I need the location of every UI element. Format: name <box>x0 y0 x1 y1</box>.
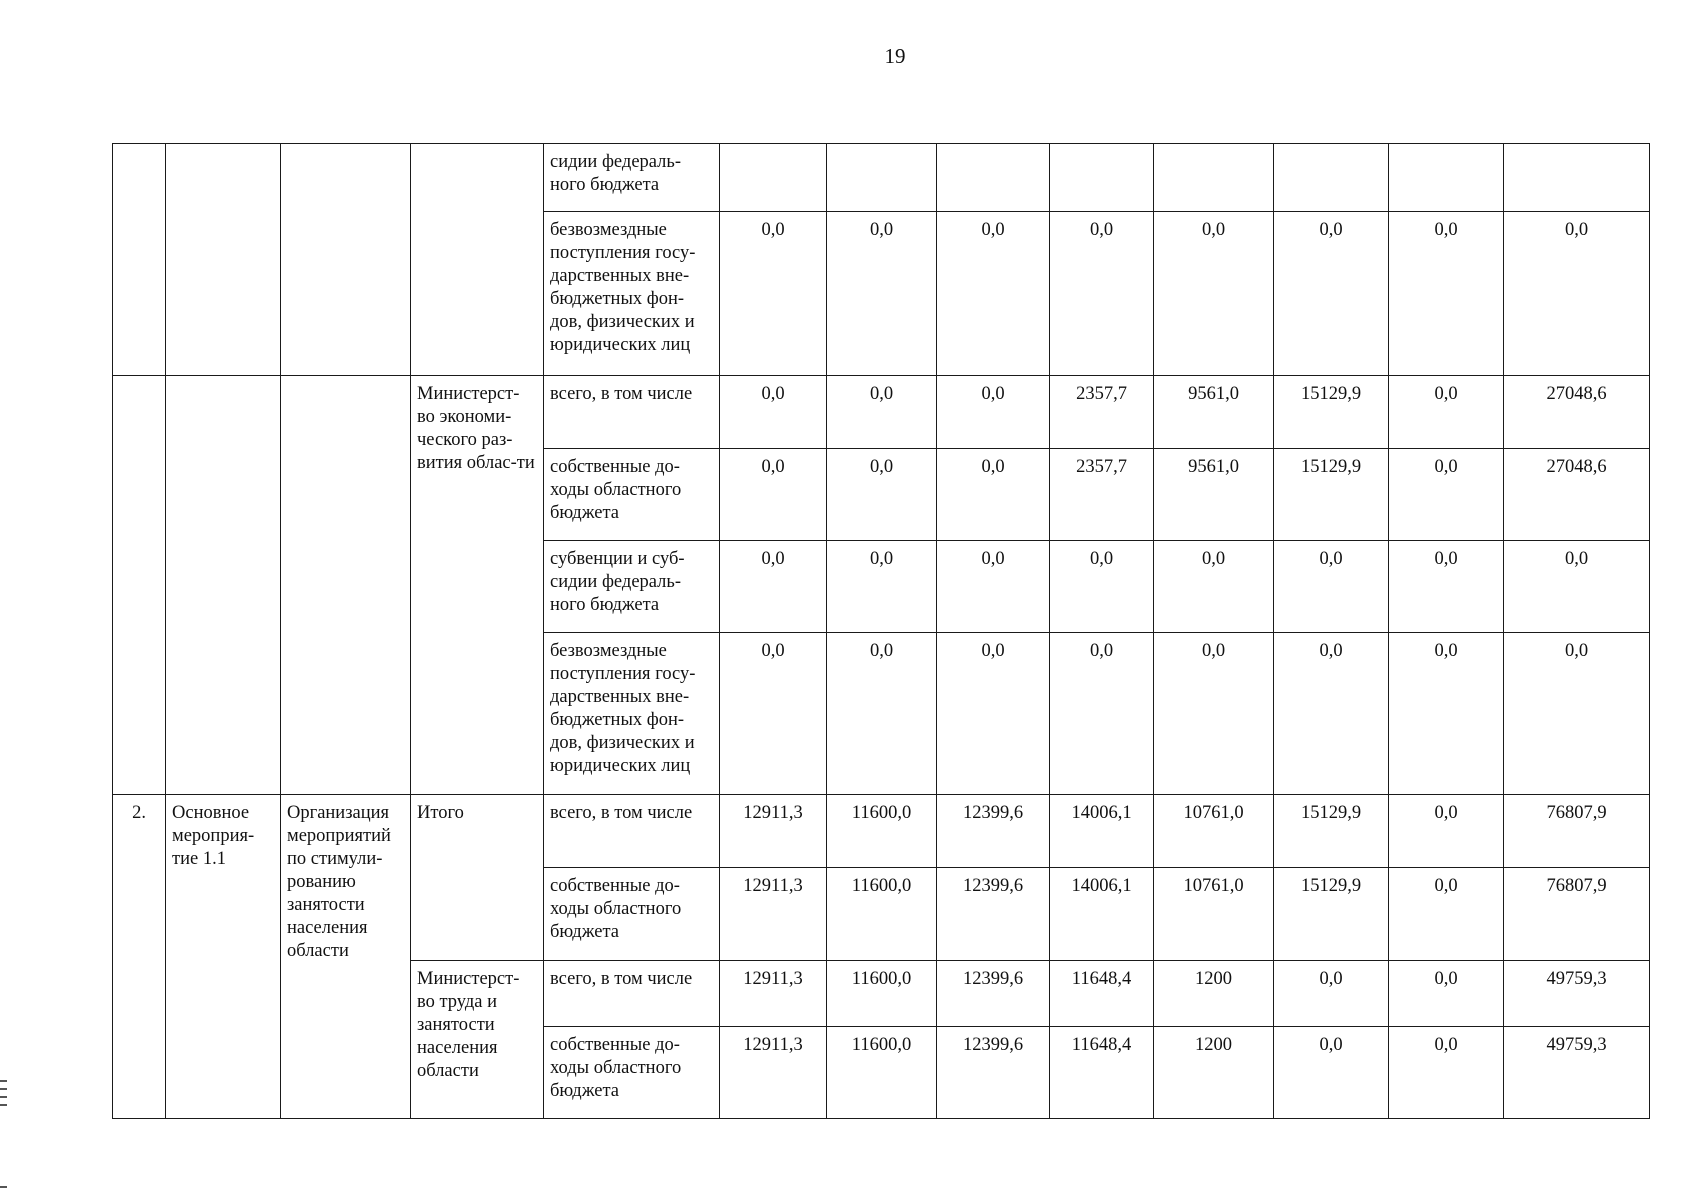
value-cell <box>1274 144 1389 212</box>
source-cell: всего, в том числе <box>544 961 720 1027</box>
value-cell: 11648,4 <box>1050 961 1154 1027</box>
value-cell: 9561,0 <box>1154 449 1274 541</box>
name-cell <box>166 376 281 795</box>
value-cell: 49759,3 <box>1504 1027 1650 1119</box>
value-cell: 12399,6 <box>937 868 1050 961</box>
value-cell: 10761,0 <box>1154 868 1274 961</box>
description-cell <box>281 376 411 795</box>
value-cell: 11600,0 <box>827 868 937 961</box>
value-cell: 9561,0 <box>1154 376 1274 449</box>
value-cell <box>1389 144 1504 212</box>
executor-labor-cell: Министерст-во труда и занятости населения области <box>411 961 544 1119</box>
value-cell: 0,0 <box>1274 541 1389 633</box>
value-cell: 0,0 <box>1154 212 1274 376</box>
value-cell: 0,0 <box>1389 795 1504 868</box>
value-cell: 1200 <box>1154 961 1274 1027</box>
scan-gutter-mark <box>0 1080 7 1082</box>
value-cell: 0,0 <box>827 212 937 376</box>
value-cell: 0,0 <box>1389 541 1504 633</box>
value-cell: 0,0 <box>1504 633 1650 795</box>
table-row <box>113 795 1650 868</box>
value-cell: 0,0 <box>720 541 827 633</box>
scan-gutter-mark <box>0 1104 7 1106</box>
value-cell <box>827 144 937 212</box>
value-cell: 49759,3 <box>1504 961 1650 1027</box>
value-cell: 0,0 <box>720 212 827 376</box>
value-cell: 2357,7 <box>1050 376 1154 449</box>
scan-gutter-mark <box>0 1088 7 1090</box>
value-cell: 0,0 <box>1274 961 1389 1027</box>
value-cell: 0,0 <box>937 376 1050 449</box>
source-cell: всего, в том числе <box>544 795 720 868</box>
source-cell: безвозмездные поступления госу-дарственных вне-бюджетных фон-дов, физических и юридических лиц <box>544 633 720 795</box>
value-cell: 15129,9 <box>1274 376 1389 449</box>
value-cell: 1200 <box>1154 1027 1274 1119</box>
value-cell: 0,0 <box>1389 868 1504 961</box>
value-cell: 0,0 <box>827 376 937 449</box>
value-cell <box>937 144 1050 212</box>
value-cell: 0,0 <box>1274 633 1389 795</box>
budget-table <box>112 143 1650 1119</box>
source-cell: собственные до-ходы областного бюджета <box>544 868 720 961</box>
value-cell: 0,0 <box>937 633 1050 795</box>
value-cell: 27048,6 <box>1504 376 1650 449</box>
item-number-cell: 2. <box>113 795 166 1119</box>
source-cell: собственные до-ходы областного бюджета <box>544 449 720 541</box>
value-cell: 0,0 <box>1274 1027 1389 1119</box>
source-cell: собственные до-ходы областного бюджета <box>544 1027 720 1119</box>
value-cell: 12399,6 <box>937 1027 1050 1119</box>
value-cell: 0,0 <box>720 376 827 449</box>
value-cell: 0,0 <box>1389 633 1504 795</box>
value-cell: 0,0 <box>1154 541 1274 633</box>
number-cell <box>113 376 166 795</box>
value-cell: 0,0 <box>1389 1027 1504 1119</box>
value-cell: 0,0 <box>827 541 937 633</box>
value-cell: 27048,6 <box>1504 449 1650 541</box>
scan-gutter-mark <box>0 1096 7 1098</box>
value-cell: 0,0 <box>1050 541 1154 633</box>
value-cell: 14006,1 <box>1050 868 1154 961</box>
item-name-cell: Основное мероприя-тие 1.1 <box>166 795 281 1119</box>
value-cell <box>720 144 827 212</box>
source-cell: сидии федераль-ного бюджета <box>544 144 720 212</box>
value-cell: 0,0 <box>1154 633 1274 795</box>
description-cell <box>281 144 411 376</box>
total-label-cell: Итого <box>411 795 544 961</box>
value-cell: 11600,0 <box>827 1027 937 1119</box>
value-cell: 15129,9 <box>1274 868 1389 961</box>
scan-gutter-mark <box>0 1186 7 1188</box>
value-cell <box>1504 144 1650 212</box>
value-cell: 0,0 <box>937 449 1050 541</box>
value-cell: 12399,6 <box>937 795 1050 868</box>
value-cell: 2357,7 <box>1050 449 1154 541</box>
value-cell: 0,0 <box>1050 212 1154 376</box>
value-cell: 12911,3 <box>720 1027 827 1119</box>
value-cell: 0,0 <box>937 541 1050 633</box>
table-row <box>113 376 1650 449</box>
value-cell: 12399,6 <box>937 961 1050 1027</box>
value-cell: 76807,9 <box>1504 795 1650 868</box>
source-cell: субвенции и суб-сидии федераль-ного бюджета <box>544 541 720 633</box>
value-cell: 0,0 <box>720 633 827 795</box>
value-cell: 15129,9 <box>1274 449 1389 541</box>
value-cell: 76807,9 <box>1504 868 1650 961</box>
item-description-cell: Организация мероприятий по стимули-рованию занятости населения области <box>281 795 411 1119</box>
value-cell: 0,0 <box>1504 541 1650 633</box>
number-cell <box>113 144 166 376</box>
value-cell: 12911,3 <box>720 961 827 1027</box>
value-cell: 0,0 <box>1389 961 1504 1027</box>
value-cell <box>1154 144 1274 212</box>
executor-cell <box>411 144 544 376</box>
value-cell: 12911,3 <box>720 868 827 961</box>
value-cell: 0,0 <box>1389 376 1504 449</box>
page-number: 19 <box>884 44 906 68</box>
value-cell: 0,0 <box>1389 449 1504 541</box>
value-cell: 14006,1 <box>1050 795 1154 868</box>
value-cell: 15129,9 <box>1274 795 1389 868</box>
name-cell <box>166 144 281 376</box>
value-cell: 12911,3 <box>720 795 827 868</box>
executor-economy-cell: Министерст-во экономи-ческого раз-вития облас-ти <box>411 376 544 795</box>
value-cell: 0,0 <box>1050 633 1154 795</box>
source-cell: всего, в том числе <box>544 376 720 449</box>
value-cell: 0,0 <box>1389 212 1504 376</box>
table-row <box>113 144 1650 212</box>
value-cell: 0,0 <box>937 212 1050 376</box>
value-cell: 0,0 <box>827 633 937 795</box>
value-cell: 10761,0 <box>1154 795 1274 868</box>
value-cell: 0,0 <box>1504 212 1650 376</box>
value-cell <box>1050 144 1154 212</box>
value-cell: 11600,0 <box>827 795 937 868</box>
source-cell: безвозмездные поступления госу-дарственных вне-бюджетных фон-дов, физических и юридических лиц <box>544 212 720 376</box>
value-cell: 0,0 <box>1274 212 1389 376</box>
value-cell: 0,0 <box>827 449 937 541</box>
value-cell: 0,0 <box>720 449 827 541</box>
value-cell: 11600,0 <box>827 961 937 1027</box>
value-cell: 11648,4 <box>1050 1027 1154 1119</box>
